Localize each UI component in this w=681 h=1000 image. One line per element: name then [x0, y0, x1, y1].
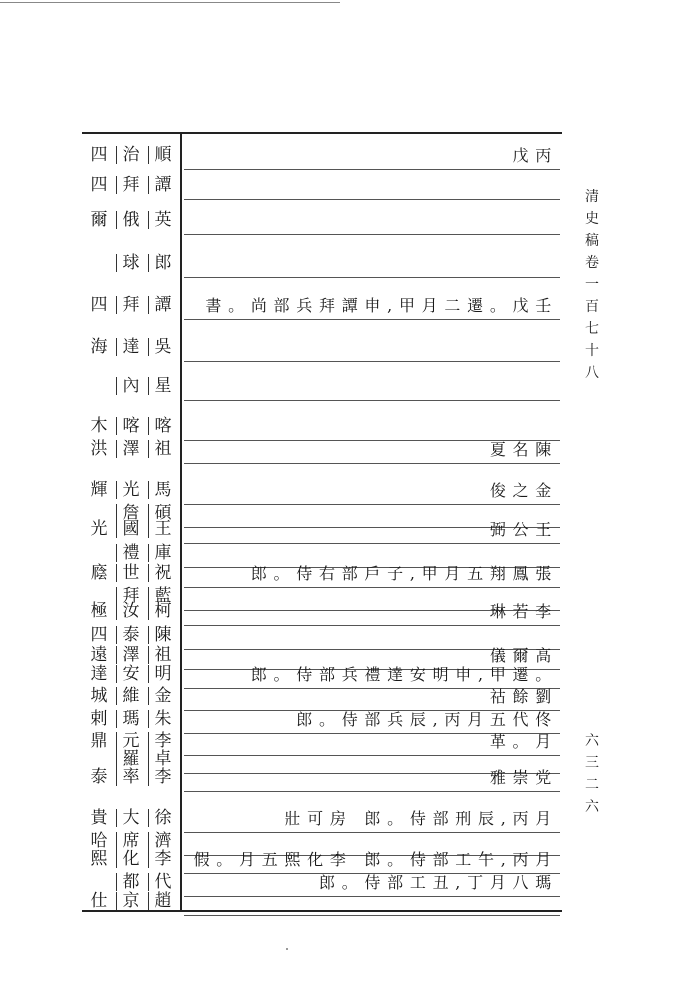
name-char: 趙 [152, 889, 174, 913]
name-char [88, 251, 110, 275]
row-rule [184, 234, 560, 235]
name-char: 爾 [90, 210, 108, 230]
row-rule [184, 463, 560, 464]
name-char: 譚 [152, 173, 174, 197]
name-char: 朱 [152, 707, 174, 731]
official-name [86, 250, 180, 276]
name-char: 汝 [120, 599, 142, 623]
name-char: 四 [90, 295, 108, 315]
name-char: 大 [120, 806, 142, 830]
table-row [86, 142, 562, 168]
appointment-entry: 書。尚部兵拜譚申,甲月二遷。戊壬 [205, 296, 558, 315]
name-char: 元 [120, 729, 142, 753]
name-char: 祖 [152, 643, 174, 667]
name-char: 藍 [152, 584, 174, 608]
table-top-border [82, 132, 562, 134]
name-char: 祝 [152, 561, 174, 585]
official-name [86, 373, 180, 399]
name-char: 世 [120, 561, 142, 585]
name-char: 安 [120, 662, 142, 686]
top-edge-line [0, 2, 340, 3]
name-char: 城 [90, 686, 108, 706]
table-row [86, 764, 562, 790]
official-name [86, 334, 180, 360]
appointment-entry: 革。月 [489, 732, 558, 751]
appointment-entry: 琳若李 [489, 602, 558, 621]
name-char: 英 [152, 208, 174, 232]
appointment-entry: 戊丙 [512, 146, 558, 165]
row-rule [184, 915, 560, 916]
name-char [88, 374, 110, 398]
name-char: 碩 [152, 501, 174, 525]
appointment-entry: 俊之金 [489, 481, 558, 500]
name-char: 禮 [120, 541, 142, 565]
appointment-entry: 郎。侍部兵禮達安明申,甲遷。 [250, 665, 558, 684]
name-char: 光 [120, 478, 142, 502]
name-char: 喀 [152, 414, 174, 438]
table-row [86, 250, 562, 276]
official-name [86, 888, 180, 914]
table-row [86, 172, 562, 198]
table-row [86, 334, 562, 360]
appointment-entry: 假。月五熙化李 郎。侍部工午,丙月 [193, 850, 558, 869]
table-row [86, 373, 562, 399]
page-number [582, 730, 602, 818]
appointment-entry: 壯可房 郎。侍部刑辰,丙月 [284, 809, 558, 828]
name-char: 達 [90, 664, 108, 684]
name-char: 卓 [152, 747, 174, 771]
appointment-entry: 夏名陳 [489, 440, 558, 459]
name-char: 海 [90, 337, 108, 357]
official-name [86, 764, 180, 790]
name-char: 瑪 [120, 707, 142, 731]
name-char: 輝 [90, 480, 108, 500]
table-row [86, 516, 562, 542]
name-char: 四 [90, 625, 108, 645]
row-rule [184, 169, 560, 170]
row-rule [184, 791, 560, 792]
name-char: 金 [152, 684, 174, 708]
name-char: 國 [120, 517, 142, 541]
speck [286, 948, 288, 950]
name-char: 四 [90, 175, 108, 195]
name-char: 拜 [120, 584, 142, 608]
official-name [86, 292, 180, 318]
name-char: 明 [152, 662, 174, 686]
row-rule [184, 319, 560, 320]
name-char: 俄 [120, 208, 142, 232]
name-char: 化 [120, 847, 142, 871]
name-char: 李 [152, 765, 174, 789]
name-char: 李 [152, 729, 174, 753]
name-char: 席 [120, 829, 142, 853]
volume-title-text: 清史稿卷一百七十八 [585, 189, 599, 381]
name-char: 極 [90, 601, 108, 621]
name-char: 濟 [152, 829, 174, 853]
name-char: 李 [152, 847, 174, 871]
name-char: 陳 [152, 623, 174, 647]
name-char: 京 [120, 889, 142, 913]
name-char: 球 [120, 251, 142, 275]
name-char: 祖 [152, 437, 174, 461]
name-char: 吳 [152, 335, 174, 359]
name-char: 維 [120, 684, 142, 708]
name-char: 譚 [152, 293, 174, 317]
appointment-entry: 郎。侍部工丑,丁月八瑪 [318, 873, 558, 892]
name-char: 郎 [152, 251, 174, 275]
name-char: 木 [90, 416, 108, 436]
row-rule [184, 199, 560, 200]
row-rule [184, 277, 560, 278]
name-char: 王 [152, 517, 174, 541]
official-name [86, 598, 180, 624]
name-char: 剌 [90, 709, 108, 729]
official-name [86, 436, 180, 462]
name-char: 澤 [120, 437, 142, 461]
name-char: 鼎 [90, 731, 108, 751]
appointment-entry: 郎。侍右部戶子,甲月五翔鳳張 [250, 564, 558, 583]
name-char: 澤 [120, 643, 142, 667]
name-char: 詹 [120, 501, 142, 525]
name-char: 星 [152, 374, 174, 398]
official-name [86, 207, 180, 233]
name-char: 率 [120, 765, 142, 789]
appointment-entry: 雅崇党 [489, 768, 558, 787]
appointment-entry: 儀爾高 [489, 646, 558, 665]
name-char: 代 [152, 870, 174, 894]
name-char: 內 [120, 374, 142, 398]
name-char: 泰 [120, 623, 142, 647]
name-char: 貴 [90, 808, 108, 828]
table-row [86, 292, 562, 318]
appointment-entry: 弼公王 [489, 520, 558, 539]
name-char: 光 [90, 519, 108, 539]
row-rule [184, 400, 560, 401]
table-row [86, 436, 562, 462]
table-row [86, 888, 562, 914]
name-char: 拜 [120, 173, 142, 197]
name-char: 四 [90, 145, 108, 165]
name-char: 喀 [120, 414, 142, 438]
name-char: 治 [120, 143, 142, 167]
name-char: 仕 [90, 891, 108, 911]
volume-title [582, 186, 602, 384]
name-char: 拜 [120, 293, 142, 317]
official-name [86, 516, 180, 542]
name-char: 熙 [90, 849, 108, 869]
name-char: 馬 [152, 478, 174, 502]
official-name [86, 172, 180, 198]
name-char: 哈 [90, 831, 108, 851]
table-row [86, 598, 562, 624]
name-char: 羅 [120, 747, 142, 771]
name-char: 都 [120, 870, 142, 894]
name-char: 廕 [90, 563, 108, 583]
name-char: 庫 [152, 541, 174, 565]
name-char: 順 [152, 143, 174, 167]
name-char: 遠 [90, 645, 108, 665]
page-number-text: 六三二六 [585, 733, 599, 815]
table-row [86, 207, 562, 233]
name-char: 達 [120, 335, 142, 359]
name-char: 徐 [152, 806, 174, 830]
name-char: 泰 [90, 767, 108, 787]
appointment-entry: 郎。侍部兵辰,丙月五代佟 [296, 710, 558, 729]
name-char: 柯 [152, 599, 174, 623]
official-name [86, 142, 180, 168]
appointment-entry: 祜餘劉 [489, 687, 558, 706]
row-rule [184, 361, 560, 362]
name-char: 洪 [90, 439, 108, 459]
